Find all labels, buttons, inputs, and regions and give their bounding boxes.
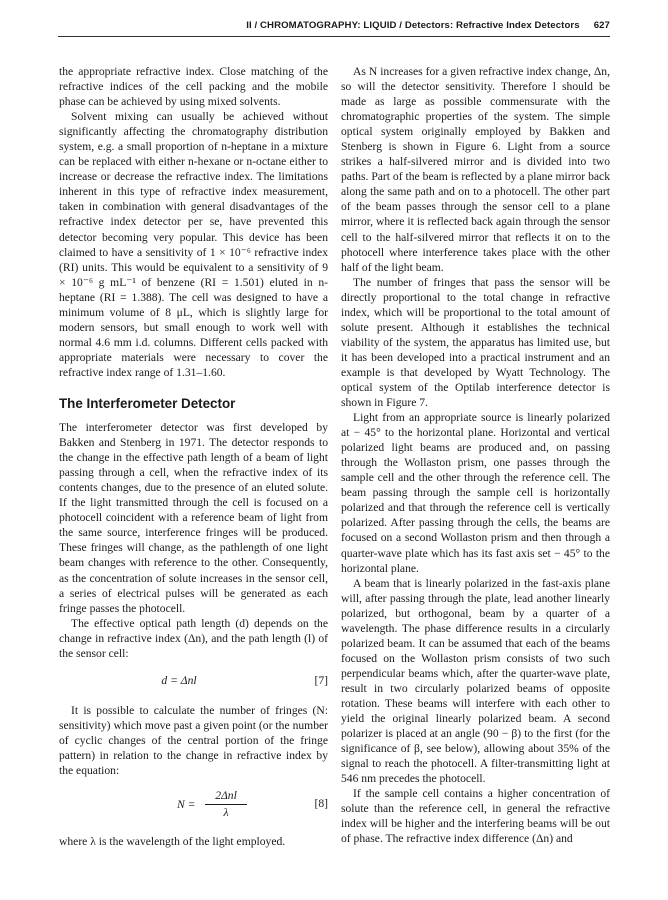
equation-lhs: N = [177, 798, 196, 812]
paragraph: where λ is the wavelength of the light employed. [59, 835, 286, 849]
section-heading: The Interferometer Detector [59, 395, 236, 411]
running-header [0, 20, 610, 31]
equation-expression: d = Δnl [161, 673, 197, 687]
equation-number: [8] [314, 797, 328, 811]
page-number: 627 [593, 20, 610, 31]
header-rule [58, 36, 610, 37]
paragraph: As N increases for a given refractive index change, Δn, so will the detector sensitivity. Therefore l should be made as large as possible commensurate with the chromatographic properties of the system. The simple optical system originally employed by Bakken and Stenberg is shown in Figure 6. Light from a source strikes a half-silvered mirror and is divided into two paths. Part of the beam is reflected by a plane mirror back along the same path and on to a photocell. The other part of the beam passes through the sensor cell to a plane mirror, where it is reflected back again through the sensor cell to the half-silvered mirror that reflects it on to the photocell where interference takes place with the other half of the light beam. [341, 65, 610, 274]
equation-number: [7] [314, 673, 328, 687]
paragraph: the appropriate refractive index. Close matching of the refractive indices of the cell packing and the mobile phase can be achieved by using mixed solvents. [59, 65, 328, 109]
paragraph: Light from an appropriate source is linearly polarized at − 45° to the horizontal plane. Horizontal and vertical polarized light beams are produced and, on passing through the Wollaston prism, one passes through the sample cell and the other through the reference cell. The beam passing through the sample cell is horizontally polarized and that through the reference cell is vertically polarized. After passing through the cells, the beams are focused on a second Wollaston prism and then through a quarter-wave plate which has its fast axis set − 45° to the horizontal plane. [341, 411, 610, 575]
equation-7 [59, 673, 328, 689]
paragraph: It is possible to calculate the number of fringes (N: sensitivity) which move past a given point (or the number of cyclic changes of the central portion of the fringe pattern) in relation to the change in refractive index by the equation: [59, 703, 328, 777]
paragraph: If the sample cell contains a higher concentration of solute than the reference cell, in general the refractive index will be higher and the interfering beams will be out of phase. The refractive index difference (Δn) and [341, 787, 610, 846]
paragraph: The interferometer detector was first developed by Bakken and Stenberg in 1971. The detector responds to the change in the effective path length of a beam of light passing through a cell, when the refractive index of its contents changes, due to the presence of an eluted solute. If the light transmitted through the cell is focused on a photocell coincident with a reference beam of light from the same source, interference fringes will be produced. These fringes will change, as the pathlength of one light beam changes with reference to the other. Consequently, as the concentration of solute increases in the sensor cell, a series of electrical pulses will be generated as each fringe passes the photocell. [59, 421, 328, 615]
running-title: II / CHROMATOGRAPHY: LIQUID / Detectors: Refractive Index Detectors [246, 20, 580, 31]
paragraph: The effective optical path length (d) depends on the change in refractive index (Δn), and the path length (l) of the sensor cell: [59, 616, 328, 660]
left-column [59, 64, 328, 849]
paragraph: The number of fringes that pass the sensor will be directly proportional to the total change in refractive index, which will be proportional to the total amount of solute present. Although it establishes the technical viability of the system, the apparatus has limited use, but it has been developed into a practical instrument and an example is that developed by Wyatt Technology. The optical system of the Optilab interference detector is shown in Figure 7. [341, 275, 610, 410]
paragraph: Solvent mixing can usually be achieved without significantly affecting the chromatography distribution system, e.g. a small proportion of n-heptane in a mixture can be replaced with either n-hexane or n-octane either to increase or decrease the refractive index. The limitations inherent in this type of refractive index measurement, taken in combination with general disadvantages of the refractive index detector per se, have prevented this detector becoming very popular. This device has been claimed to have a sensitivity of 1 × 10⁻⁶ refractive index (RI) units. This would be equivalent to a sensitivity of 9 × 10⁻⁶ g mL⁻¹ of benzene (RI = 1.501) eluted in n-heptane (RI = 1.388). The cell was designed to have a minimum volume of 8 μL, which is slightly large for modern sensors, but small enough to work well with normal 4.6 mm i.d. columns. Different cells packed with appropriate materials were necessary to cover the refractive index range of 1.31–1.60. [59, 110, 328, 379]
equation-fraction [205, 788, 247, 820]
fraction-numerator: 2Δnl [205, 788, 247, 805]
paragraph: A beam that is linearly polarized in the fast-axis plane will, after passing through the plate, lead another linearly polarized, but orthogonal, beam by a quarter of a wavelength. The phase difference results in a circularly polarized beam. It can be assumed that each of the beams focused on the Wollaston prism consists of two such perpendicular beams which, after the quarter-wave plate, result in two circularly polarized beams of opposite rotation. These beams will interfere with each other to yield the original linearly polarized beam. A second polarizer is placed at an angle (90 − β) to the first (for the significance of β, see below), allowing about 35% of the signal to reach the photocell. A filter-transmitting light at 546 nm precedes the photocell. [341, 576, 610, 786]
right-column [341, 64, 610, 846]
equation-8 [59, 788, 328, 822]
fraction-denominator: λ [223, 806, 229, 820]
